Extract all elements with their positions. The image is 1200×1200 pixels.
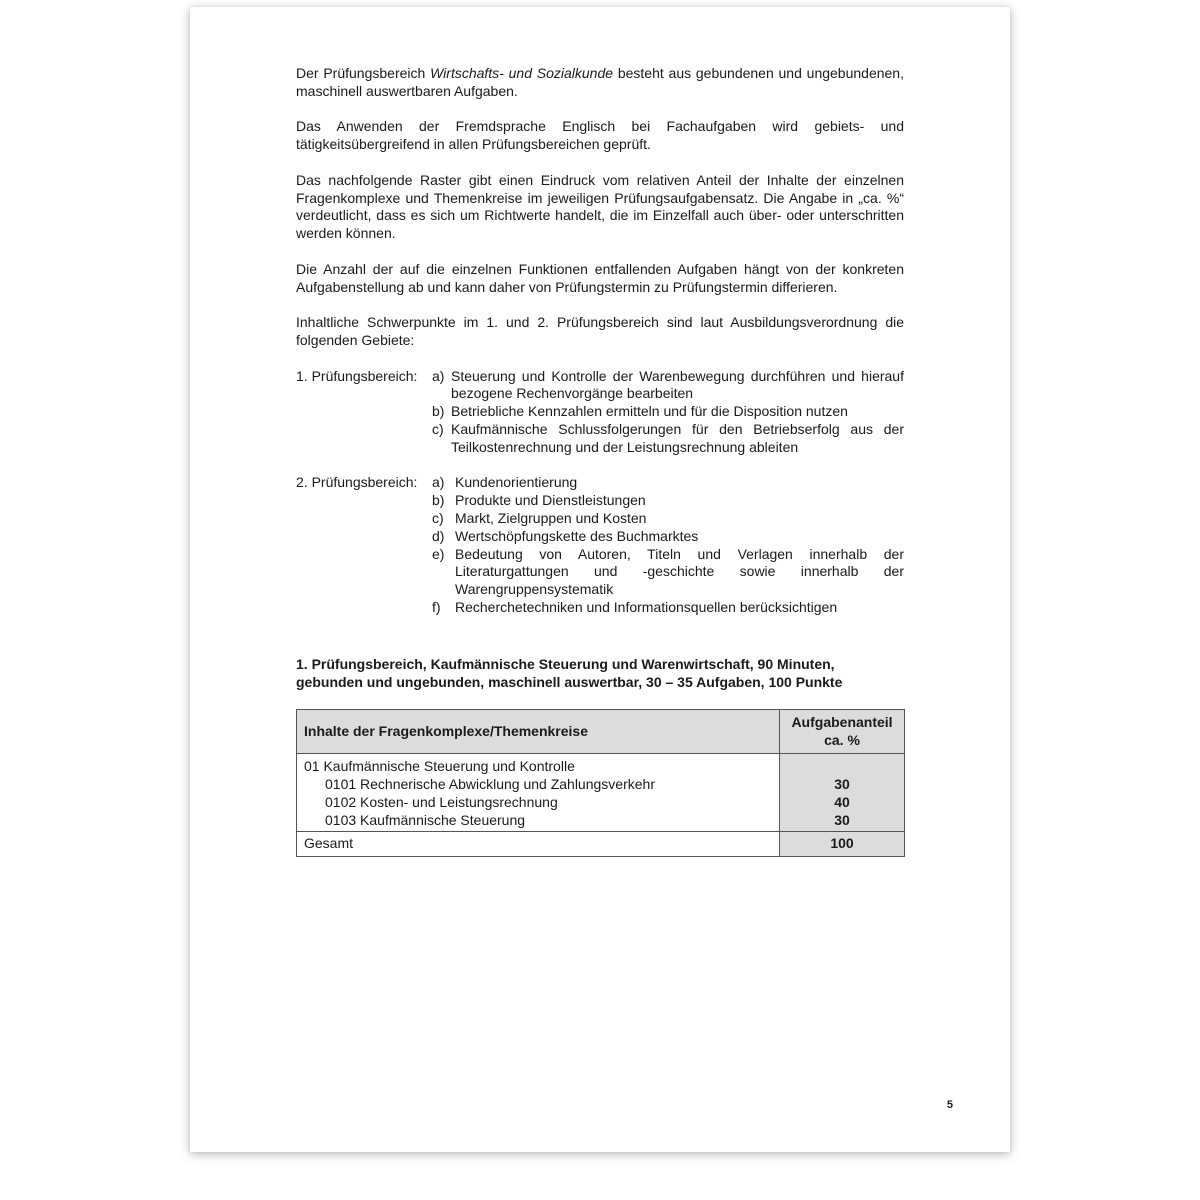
table-group-title: 01 Kaufmännische Steuerung und Kontrolle [304,758,575,775]
exam-area-2-items [432,474,904,616]
list-item [432,599,904,617]
section-heading-line-1: 1. Prüfungsbereich, Kaufmännische Steuerung und Warenwirtschaft, 90 Minuten, [296,655,835,672]
list-item-letter: c) [432,509,444,526]
table-values-cell [780,754,905,832]
list-item [432,510,904,528]
list-item [432,421,904,457]
page-number: 5 [946,1099,953,1111]
list-item-letter: d) [432,527,445,544]
exam-area-2-label: 2. Prüfungsbereich: [296,474,418,491]
table-header-topics: Inhalte der Fragenkomplexe/Themenkreise [297,709,780,754]
table-header-row [297,709,905,754]
list-item-letter: f) [432,598,441,615]
paragraph-task-count: Die Anzahl der auf die einzelnen Funktionen entfallenden Aufgaben hängt von der konkreten Aufgabenstellung ab und kann daher von Prüfungstermin zu Prüfungstermin differieren. [296,260,904,295]
content-share-table [296,709,905,858]
table-row-value: 30 [834,811,850,828]
exam-area-1-items [432,368,904,457]
list-item-letter: b) [432,492,445,509]
paragraph-raster: Das nachfolgende Raster gibt einen Eindruck vom relativen Anteil der Inhalte der einzelnen Fragenkomplexe und Themenkreise im jeweiligen Prüfungsaufgabensatz. Die Angabe in „ca. %“ verdeutlicht, dass es sich um Richtwerte handelt, die im Einzelfall auch über- oder unterschritten werden können. [296,171,904,242]
paragraph-wiso-text-start: Der Prüfungsbereich [296,65,431,81]
table-header-share-line-1: Aufgabenanteil [791,713,893,730]
table-row-label: 0103 Kaufmännische Steuerung [325,811,526,828]
list-item-letter: a) [432,367,445,384]
table-total-label: Gesamt [297,832,780,857]
paragraph-english: Das Anwenden der Fremdsprache Englisch bei Fachaufgaben wird gebiets- und tätigkeitsübergreifend in allen Prüfungsbereichen geprüft. [296,118,904,153]
table-header-share [780,709,905,754]
list-item-letter: b) [432,403,445,420]
table-total-row [297,832,905,857]
paragraph-focus: Inhaltliche Schwerpunkte im 1. und 2. Prüfungsbereich sind laut Ausbildungsverordnung die folgenden Gebiete: [296,314,904,348]
list-item-text: Wertschöpfungskette des Buchmarktes [455,527,699,544]
page-content [296,65,904,857]
list-item-text: Kundenorientierung [455,474,578,491]
list-item-letter: a) [432,474,445,491]
paragraph-wiso-text-end: besteht aus gebundenen und ungebundenen, maschinell auswertbaren Aufgaben. [296,65,904,99]
list-item-text: Bedeutung von Autoren, Titeln und Verlagen innerhalb der Literaturgattungen und -geschichte sowie innerhalb der Warengruppensystematik [455,545,904,598]
table-header-share-line-2: ca. % [824,731,860,748]
table-topics-cell [297,754,780,832]
paragraph-wiso-emphasis: Wirtschafts- und Sozialkunde [430,65,614,81]
paragraph-wiso [296,65,904,101]
table-row-label: 0102 Kosten- und Leistungsrechnung [325,793,558,810]
document-page [190,7,1010,1152]
list-item [432,528,904,546]
list-item-letter: c) [432,420,444,437]
list-item-text: Markt, Zielgruppen und Kosten [455,509,647,526]
section-heading [296,655,904,691]
list-item-text: Kaufmännische Schlussfolgerungen für den Betriebserfolg aus der Teilkostenrechnung und der Leistungsrechnung ableiten [451,420,904,455]
exam-areas [296,368,904,617]
list-item [432,474,904,492]
table-spacer [787,758,897,776]
table-row-value: 30 [834,776,850,793]
table-row-value: 40 [834,793,850,810]
list-item-text: Steuerung und Kontrolle der Warenbewegung durchführen und hierauf bezogene Rechenvorgänge bearbeiten [451,367,904,402]
list-item [432,403,904,421]
section-heading-line-2: gebunden und ungebunden, maschinell auswertbar, 30 – 35 Aufgaben, 100 Punkte [296,673,843,690]
exam-area-2 [296,474,904,616]
exam-area-1-label: 1. Prüfungsbereich: [296,367,418,384]
list-item-letter: e) [432,545,445,562]
list-item-text: Betriebliche Kennzahlen ermitteln und für die Disposition nutzen [451,403,848,420]
list-item-text: Produkte und Dienstleistungen [455,492,646,509]
table-body-row [297,754,905,832]
table-total-value: 100 [780,832,905,857]
table-row-label: 0101 Rechnerische Abwicklung und Zahlungsverkehr [325,776,655,793]
exam-area-1 [296,368,904,457]
list-item [432,492,904,510]
list-item [432,368,904,404]
list-item-text: Recherchetechniken und Informationsquellen berücksichtigen [455,598,838,615]
list-item [432,546,904,599]
